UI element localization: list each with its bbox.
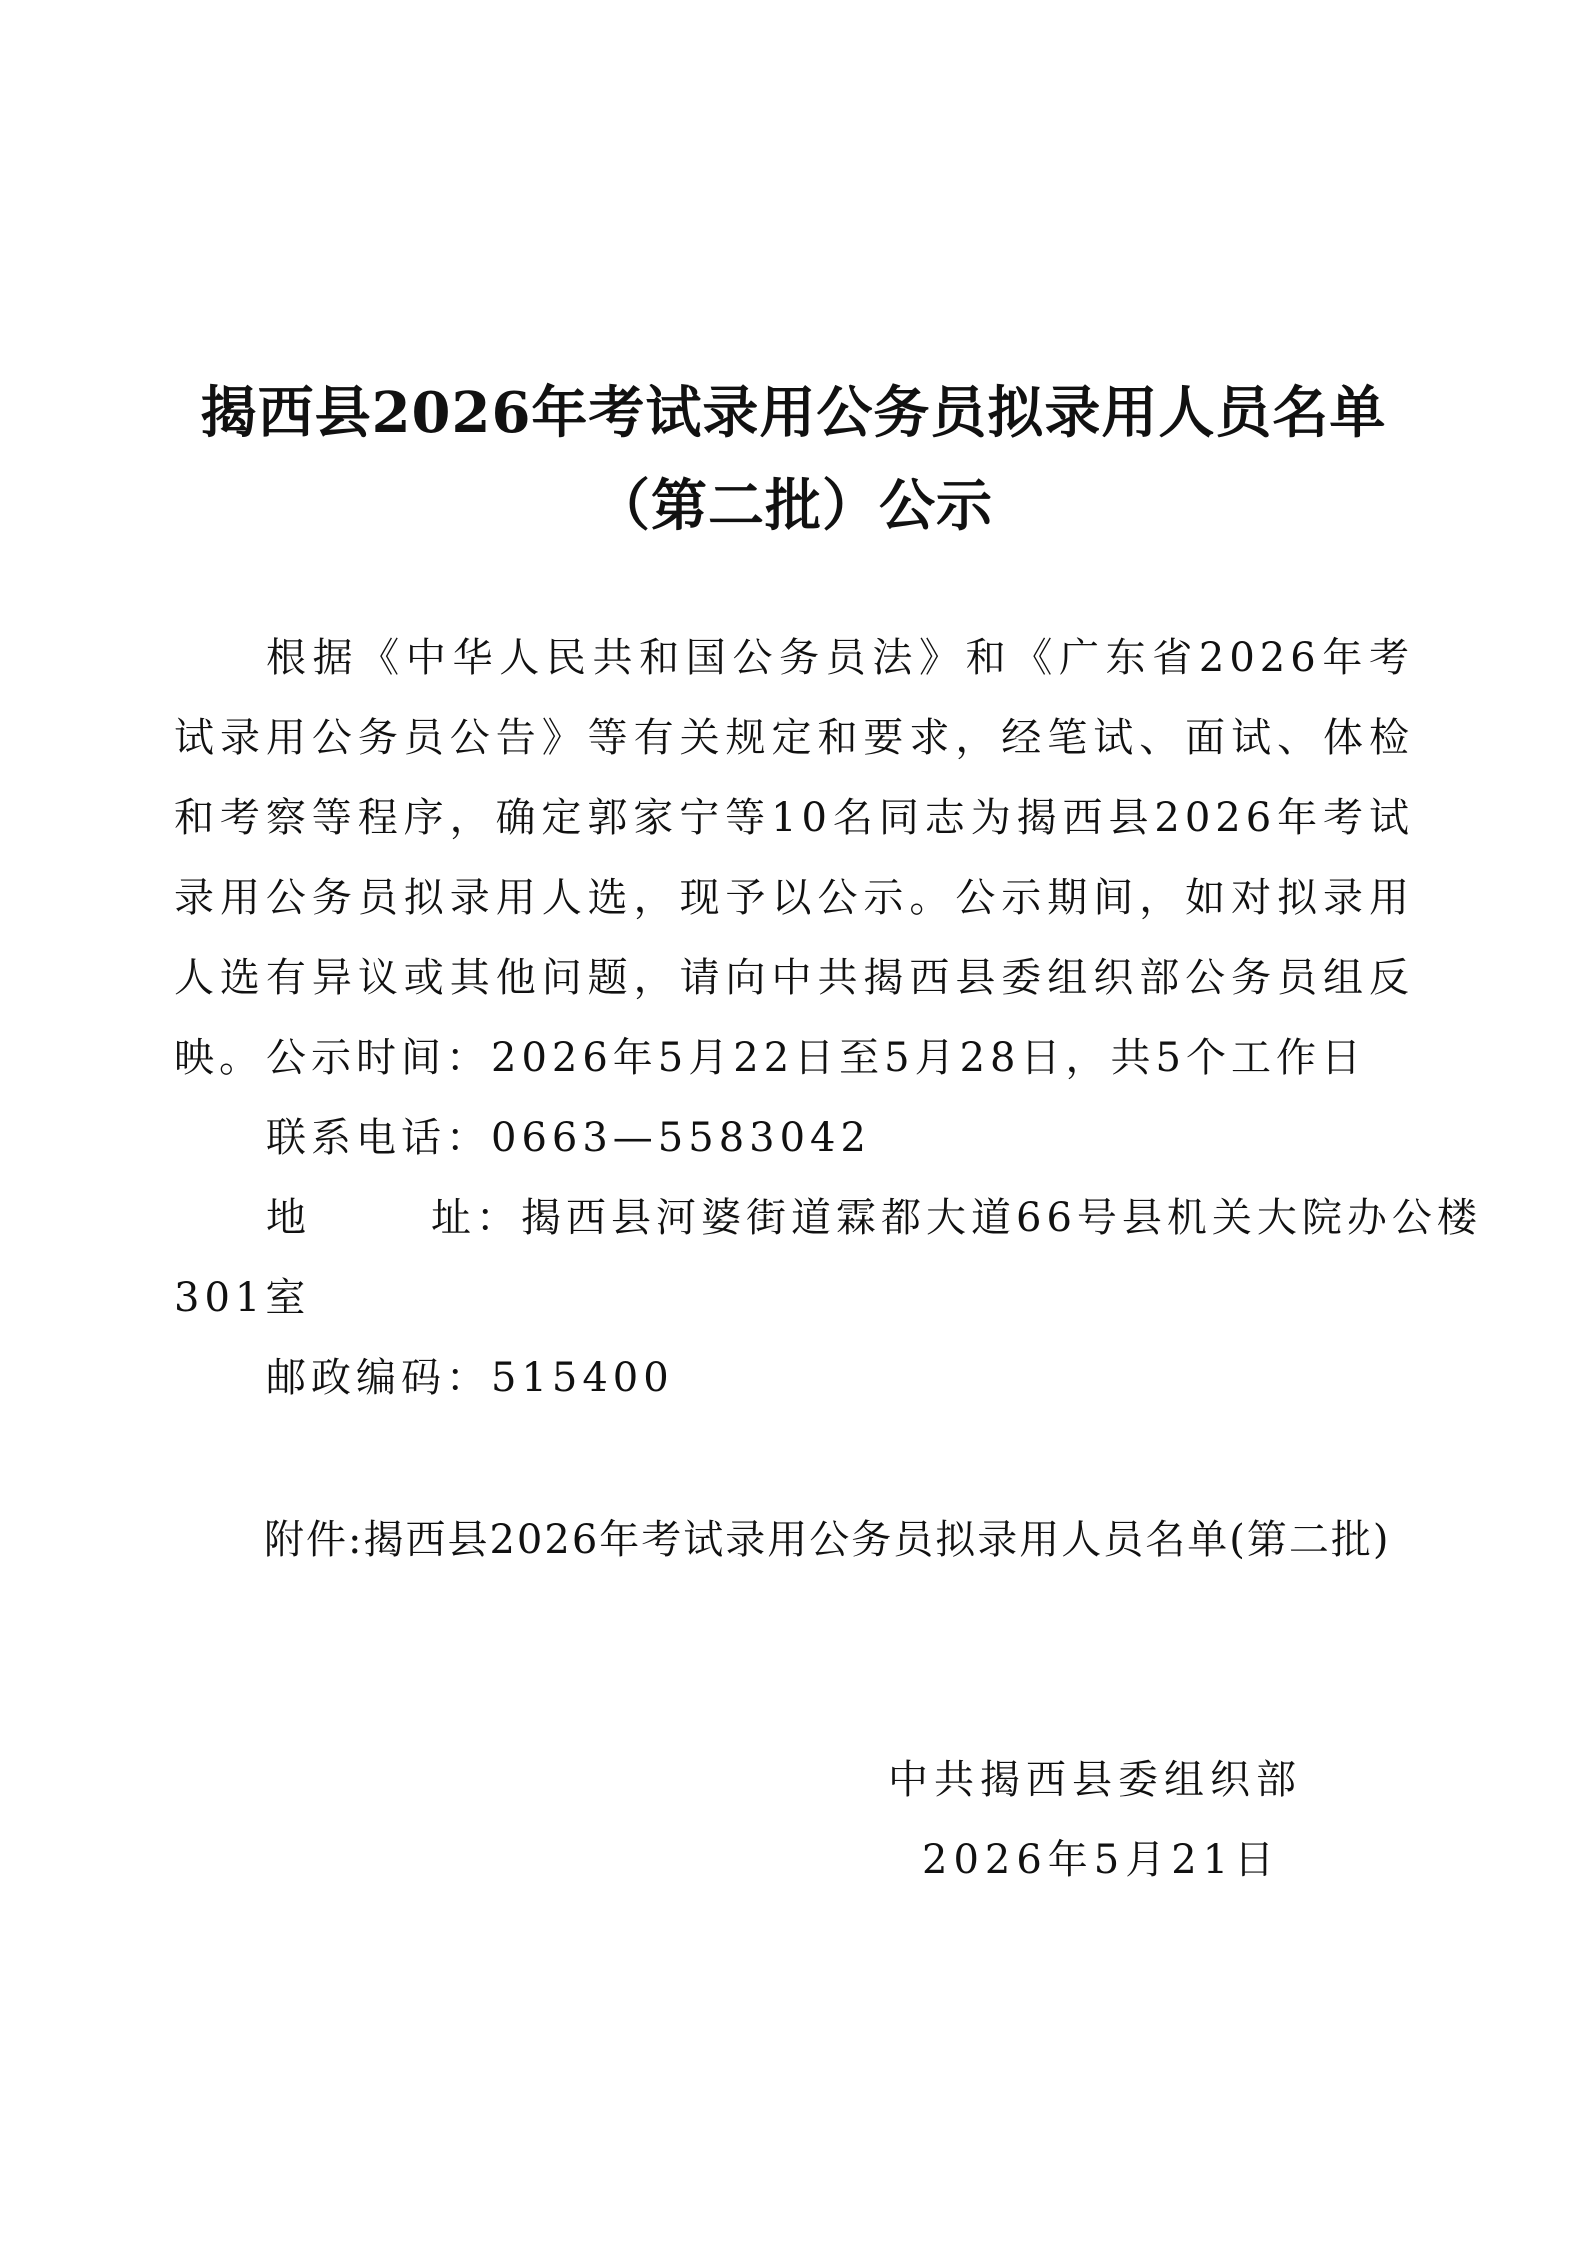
signature-date: 2026年5月21日 [922,1837,1281,1883]
document-title-line-2: （第二批）公示 [594,473,993,539]
address-label-char-2: 址： [431,1195,521,1241]
address-line [266,1178,1482,1258]
body-paragraph: 根据《中华人民共和国公务员法》和《广东省2026年考试录用公务员公告》等有关规定和要求，经笔试、面试、体检和考察等程序，确定郭家宁等10名同志为揭西县2026年考试录用公务员拟录用人选，现予以公示。公示期间，如对拟录用人选有异议或其他问题，请向中共揭西县委组织部公务员组反映。 [174,635,1414,1081]
address-continuation-line [174,1258,310,1338]
postcode-line [266,1338,674,1418]
notice-period-line [266,1018,1366,1098]
phone-line [266,1098,871,1178]
phone-value: 0663—5583042 [491,1115,871,1161]
phone-label: 联系电话： [266,1115,491,1161]
address-value-line-1: 揭西县河婆街道霖都大道66号县机关大院办公楼 [521,1195,1482,1241]
notice-period-label: 公示时间： [266,1035,491,1081]
document-title-line-1: 揭西县2026年考试录用公务员拟录用人员名单 [200,380,1387,446]
postcode-value: 515400 [491,1355,674,1401]
notice-period-value: 2026年5月22日至5月28日，共5个工作日 [491,1035,1366,1081]
address-label-char-1: 地 [266,1195,311,1241]
attachment-line: 附件:揭西县2026年考试录用公务员拟录用人员名单(第二批) [264,1517,1391,1563]
address-value-line-2: 301室 [174,1275,311,1321]
postcode-label: 邮政编码： [266,1355,491,1401]
signature-organization: 中共揭西县委组织部 [888,1757,1302,1803]
